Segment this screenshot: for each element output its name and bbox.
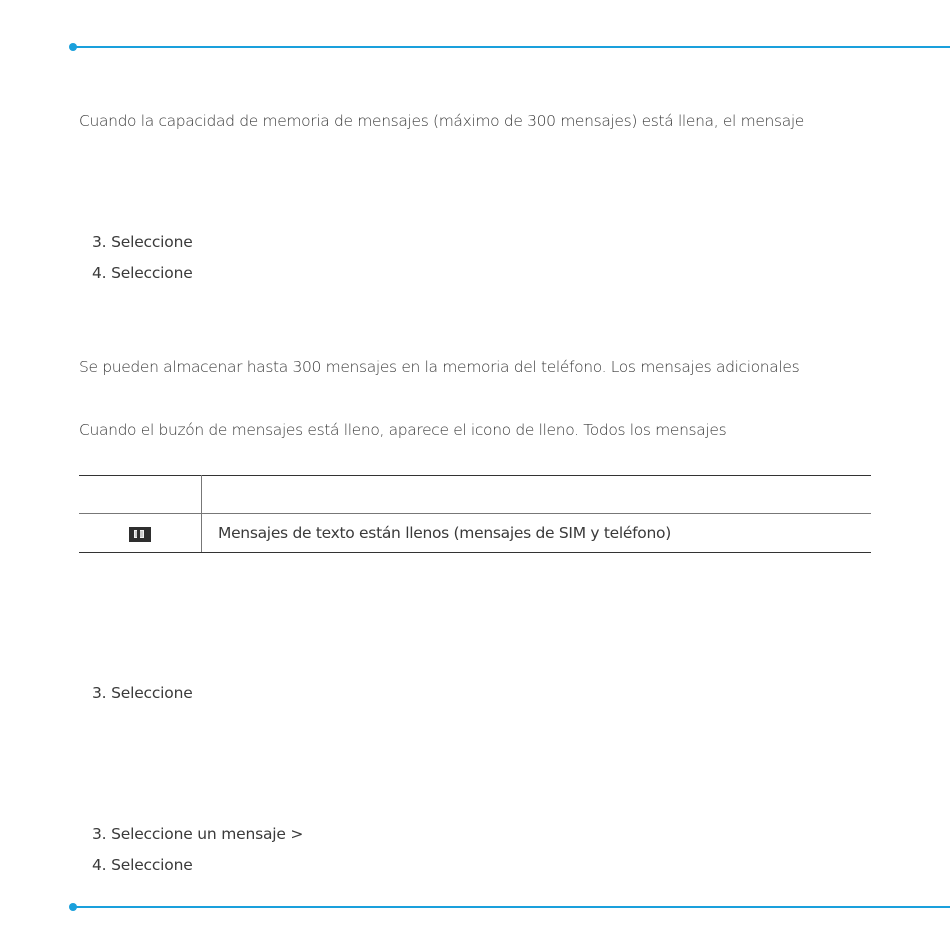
table-header-cell [202,476,872,514]
step-item: 4. Seleccione [92,856,193,874]
inbox-full-paragraph: Cuando el buzón de mensajes está lleno, aparece el icono de lleno. Todos los mensajes [79,421,727,439]
table-icon-cell [79,514,202,553]
step-item: 3. Seleccione [92,684,193,702]
icon-table [79,475,871,553]
table-row [79,514,871,553]
step-item: 3. Seleccione un mensaje > [92,825,304,843]
top-divider [73,46,950,48]
step-item: 4. Seleccione [92,264,193,282]
table-header-row [79,476,871,514]
bottom-divider [73,906,950,908]
capacity-full-paragraph: Cuando la capacidad de memoria de mensajes (máximo de 300 mensajes) está llena, el mensaje [79,112,804,130]
step-item: 3. Seleccione [92,233,193,251]
table-header-cell [79,476,202,514]
table-description-cell: Mensajes de texto están llenos (mensajes de SIM y teléfono) [202,514,872,553]
storage-limit-paragraph: Se pueden almacenar hasta 300 mensajes en la memoria del teléfono. Los mensajes adicionales [79,358,800,376]
memory-full-icon [129,527,151,542]
